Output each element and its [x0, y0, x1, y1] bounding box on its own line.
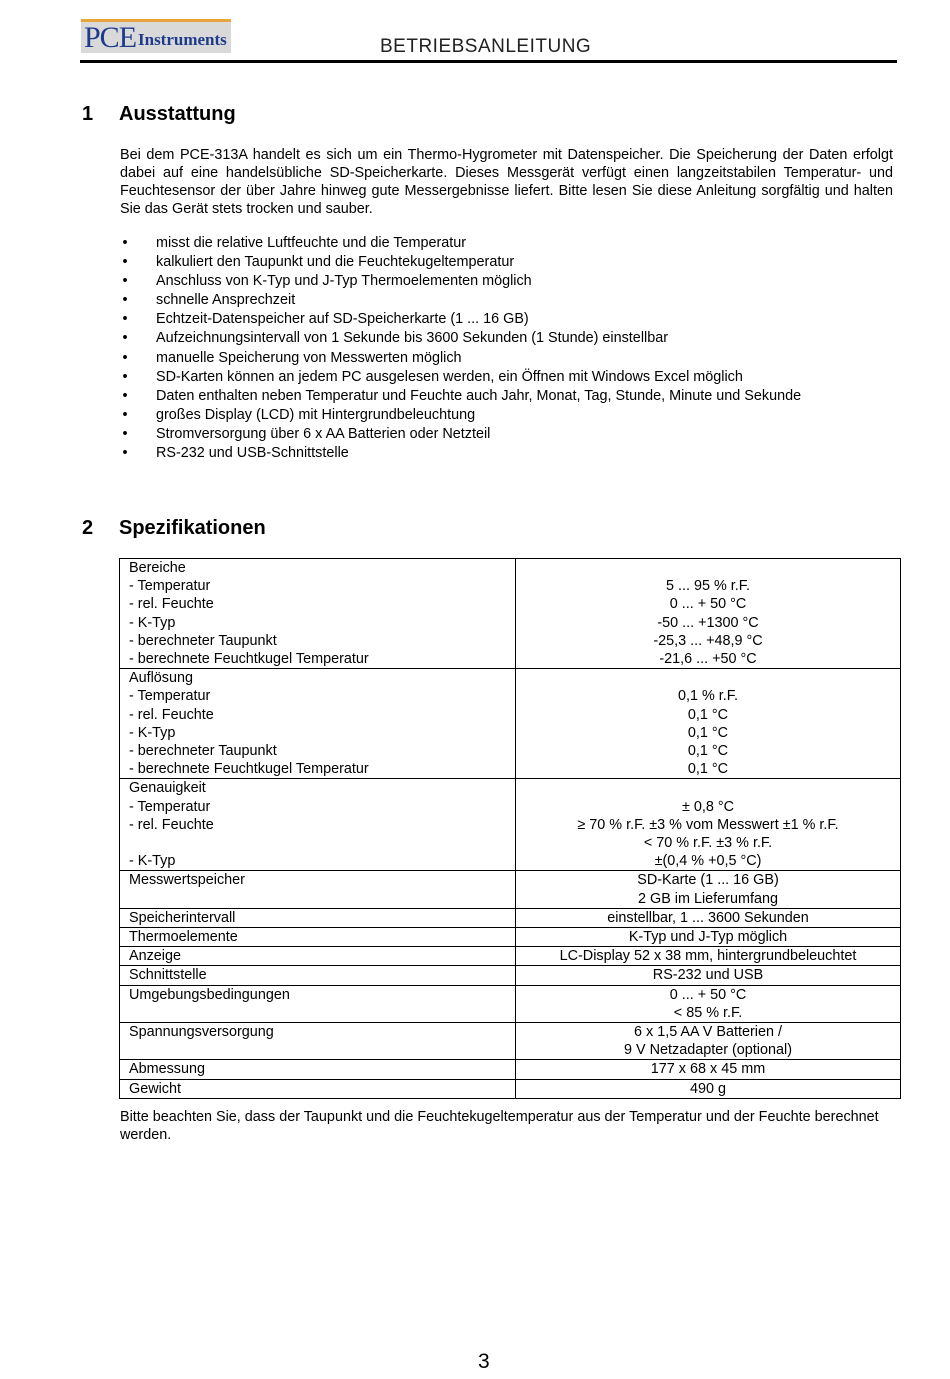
- list-item: [120, 310, 801, 329]
- section-1-heading: [82, 102, 236, 126]
- spec-value-cell: [516, 871, 901, 908]
- section-2-title: Spezifikationen: [119, 517, 266, 539]
- spec-label: [129, 834, 515, 852]
- table-row: [120, 985, 901, 1022]
- spec-label: Gewicht: [129, 1080, 181, 1097]
- spec-value: LC-Display 52 x 38 mm, hintergrundbeleuchtet: [559, 948, 857, 965]
- spec-value: einstellbar, 1 ... 3600 Sekunden: [607, 909, 809, 926]
- list-item: [120, 234, 801, 253]
- bullet-icon: •: [122, 311, 128, 328]
- spec-label-cell: [120, 1079, 516, 1098]
- document-title: BETRIEBSANLEITUNG: [380, 36, 592, 57]
- table-row: [120, 1023, 901, 1060]
- spec-label: Genauigkeit: [129, 780, 206, 797]
- header-divider: [80, 60, 897, 63]
- page-number: 3: [478, 1350, 490, 1373]
- list-item: [120, 425, 801, 444]
- spec-label-cell: [120, 559, 516, 669]
- spec-label: - K-Typ: [129, 724, 176, 741]
- spec-label-cell: [120, 779, 516, 871]
- bullet-icon: •: [122, 273, 128, 290]
- spec-value: 0,1 °C: [687, 706, 729, 723]
- spec-value: 0,1 °C: [687, 743, 729, 760]
- section-2-heading: [82, 516, 266, 540]
- spec-value: ± 0,8 °C: [681, 798, 735, 815]
- spec-label: - rel. Feuchte: [129, 816, 214, 833]
- spec-label: Auflösung: [129, 670, 194, 687]
- spec-value: [516, 559, 900, 577]
- table-row: [120, 669, 901, 779]
- list-item: [120, 253, 801, 272]
- list-item-text: großes Display (LCD) mit Hintergrundbeleuchtung: [156, 406, 476, 423]
- spec-label: Umgebungsbedingungen: [129, 986, 290, 1003]
- list-item-text: RS-232 und USB-Schnittstelle: [156, 445, 349, 462]
- spec-label: - K-Typ: [129, 853, 176, 870]
- table-row: [120, 871, 901, 908]
- list-item: [120, 291, 801, 310]
- spec-value: -50 ... +1300 °C: [657, 614, 759, 631]
- spec-value: 0,1 °C: [687, 724, 729, 741]
- spec-label: - berechnete Feuchtkugel Temperatur: [129, 761, 369, 778]
- table-row: [120, 947, 901, 966]
- spec-value: 2 GB im Lieferumfang: [638, 890, 778, 907]
- bullet-icon: •: [122, 368, 128, 385]
- spec-value: ≥ 70 % r.F. ±3 % vom Messwert ±1 % r.F.: [577, 816, 839, 833]
- spec-label: - berechneter Taupunkt: [129, 632, 277, 649]
- list-item-text: misst die relative Luftfeuchte und die Temperatur: [156, 235, 467, 251]
- spec-value-cell: [516, 559, 901, 669]
- spec-label: [129, 1041, 515, 1059]
- spec-label: - Temperatur: [129, 798, 211, 815]
- spec-value-cell: [516, 1060, 901, 1079]
- bullet-icon: •: [122, 235, 128, 251]
- table-row: [120, 928, 901, 947]
- spec-value: 490 g: [689, 1080, 726, 1097]
- logo-sub-text: Instruments: [138, 30, 227, 49]
- calculation-note: Bitte beachten Sie, dass der Taupunkt und die Feuchtekugeltemperatur aus der Temperatur und der Feuchte berechnet werden.: [120, 1109, 879, 1143]
- section-2-number: 2: [82, 517, 94, 539]
- spec-value: < 70 % r.F. ±3 % r.F.: [643, 835, 773, 852]
- spec-label: Messwertspeicher: [129, 872, 245, 889]
- spec-label: - rel. Feuchte: [129, 706, 214, 723]
- list-item: [120, 329, 801, 348]
- list-item: [120, 444, 801, 463]
- spec-label: Abmessung: [129, 1061, 205, 1078]
- company-logo: [81, 19, 231, 53]
- spec-label: Spannungsversorgung: [129, 1024, 274, 1041]
- list-item: [120, 272, 801, 291]
- logo-main-text: PCE: [84, 21, 137, 54]
- spec-label-cell: [120, 966, 516, 985]
- spec-value-cell: [516, 966, 901, 985]
- table-row: [120, 1060, 901, 1079]
- spec-value: 0 ... + 50 °C: [669, 596, 747, 613]
- list-item-text: kalkuliert den Taupunkt und die Feuchtekugeltemperatur: [156, 254, 515, 271]
- spec-value: 0,1 °C: [687, 761, 729, 778]
- section-1-intro: Bei dem PCE-313A handelt es sich um ein Thermo-Hygrometer mit Datenspeicher. Die Speicherung der Daten erfolgt dabei auf eine handelsübliche SD-Speicherkarte. Dieses Messgerät verfügt einen langzeitstabilen Temperatur- und Feuchtesensor der über Jahre hinweg gute Messergebnisse liefert. Bitte lesen Sie diese Anleitung sorgfältig und halten Sie das Gerät stets trocken und sauber.: [120, 147, 893, 217]
- spec-value: 9 V Netzadapter (optional): [624, 1042, 792, 1059]
- spec-value: 0 ... + 50 °C: [669, 986, 747, 1003]
- spec-label: - Temperatur: [129, 688, 211, 705]
- spec-label: - Temperatur: [129, 578, 211, 595]
- bullet-icon: •: [122, 425, 128, 442]
- bullet-icon: •: [122, 387, 128, 404]
- table-row: [120, 779, 901, 871]
- list-item-text: manuelle Speicherung von Messwerten möglich: [156, 349, 462, 366]
- spec-value-cell: [516, 928, 901, 947]
- spec-label-cell: [120, 1023, 516, 1060]
- list-item: [120, 349, 801, 368]
- list-item-text: Stromversorgung über 6 x AA Batterien oder Netzteil: [156, 425, 491, 442]
- spec-label: Schnittstelle: [129, 967, 207, 984]
- spec-label-cell: [120, 908, 516, 927]
- list-item-text: SD-Karten können an jedem PC ausgelesen werden, ein Öffnen mit Windows Excel möglich: [156, 368, 743, 385]
- spec-value: SD-Karte (1 ... 16 GB): [637, 872, 779, 889]
- spec-value: [516, 669, 900, 687]
- bullet-icon: •: [122, 330, 128, 347]
- spec-label-cell: [120, 871, 516, 908]
- bullet-icon: •: [122, 349, 128, 366]
- section-1-title: Ausstattung: [119, 103, 236, 125]
- list-item: [120, 368, 801, 387]
- bullet-icon: •: [122, 406, 128, 423]
- bullet-icon: •: [122, 292, 128, 309]
- spec-value: [516, 779, 900, 797]
- list-item-text: Anschluss von K-Typ und J-Typ Thermoelementen möglich: [156, 273, 532, 290]
- spec-table: [119, 558, 901, 1099]
- spec-label: - K-Typ: [129, 614, 176, 631]
- spec-label: [129, 1004, 515, 1022]
- spec-value: -25,3 ... +48,9 °C: [653, 632, 763, 649]
- spec-label-cell: [120, 985, 516, 1022]
- table-row: [120, 908, 901, 927]
- spec-value-cell: [516, 947, 901, 966]
- spec-label: [129, 890, 515, 908]
- spec-value: -21,6 ... +50 °C: [659, 651, 757, 668]
- feature-list: [120, 234, 801, 463]
- spec-label-cell: [120, 1060, 516, 1079]
- spec-value-cell: [516, 985, 901, 1022]
- spec-label-cell: [120, 669, 516, 779]
- spec-value-cell: [516, 1023, 901, 1060]
- list-item: [120, 387, 801, 406]
- spec-label: Speicherintervall: [129, 909, 236, 926]
- table-row: [120, 966, 901, 985]
- spec-value: 5 ... 95 % r.F.: [666, 578, 750, 595]
- spec-value: 177 x 68 x 45 mm: [650, 1061, 766, 1078]
- bullet-icon: •: [122, 445, 128, 462]
- bullet-icon: •: [122, 254, 128, 271]
- spec-label-cell: [120, 928, 516, 947]
- spec-value: 6 x 1,5 AA V Batterien /: [634, 1024, 782, 1041]
- spec-label: Bereiche: [129, 560, 186, 576]
- list-item-text: schnelle Ansprechzeit: [156, 292, 296, 309]
- section-1-number: 1: [82, 103, 94, 125]
- spec-value: < 85 % r.F.: [673, 1004, 743, 1021]
- spec-value-cell: [516, 669, 901, 779]
- spec-value: RS-232 und USB: [652, 967, 764, 984]
- spec-label: Anzeige: [129, 948, 182, 965]
- spec-label: - rel. Feuchte: [129, 596, 214, 613]
- spec-label-cell: [120, 947, 516, 966]
- table-row: [120, 1079, 901, 1098]
- spec-value: ±(0,4 % +0,5 °C): [654, 853, 762, 870]
- spec-label: - berechnete Feuchtkugel Temperatur: [129, 651, 369, 668]
- list-item-text: Aufzeichnungsintervall von 1 Sekunde bis 3600 Sekunden (1 Stunde) einstellbar: [156, 330, 669, 347]
- spec-label: - berechneter Taupunkt: [129, 743, 277, 760]
- list-item-text: Echtzeit-Datenspeicher auf SD-Speicherkarte (1 ... 16 GB): [156, 311, 529, 328]
- spec-label: Thermoelemente: [129, 929, 238, 946]
- list-item-text: Daten enthalten neben Temperatur und Feuchte auch Jahr, Monat, Tag, Stunde, Minute und Sekunde: [156, 387, 802, 404]
- spec-value: K-Typ und J-Typ möglich: [628, 929, 788, 946]
- spec-value-cell: [516, 779, 901, 871]
- spec-value-cell: [516, 1079, 901, 1098]
- spec-value-cell: [516, 908, 901, 927]
- list-item: [120, 406, 801, 425]
- spec-value: 0,1 % r.F.: [678, 688, 738, 705]
- table-row: [120, 559, 901, 669]
